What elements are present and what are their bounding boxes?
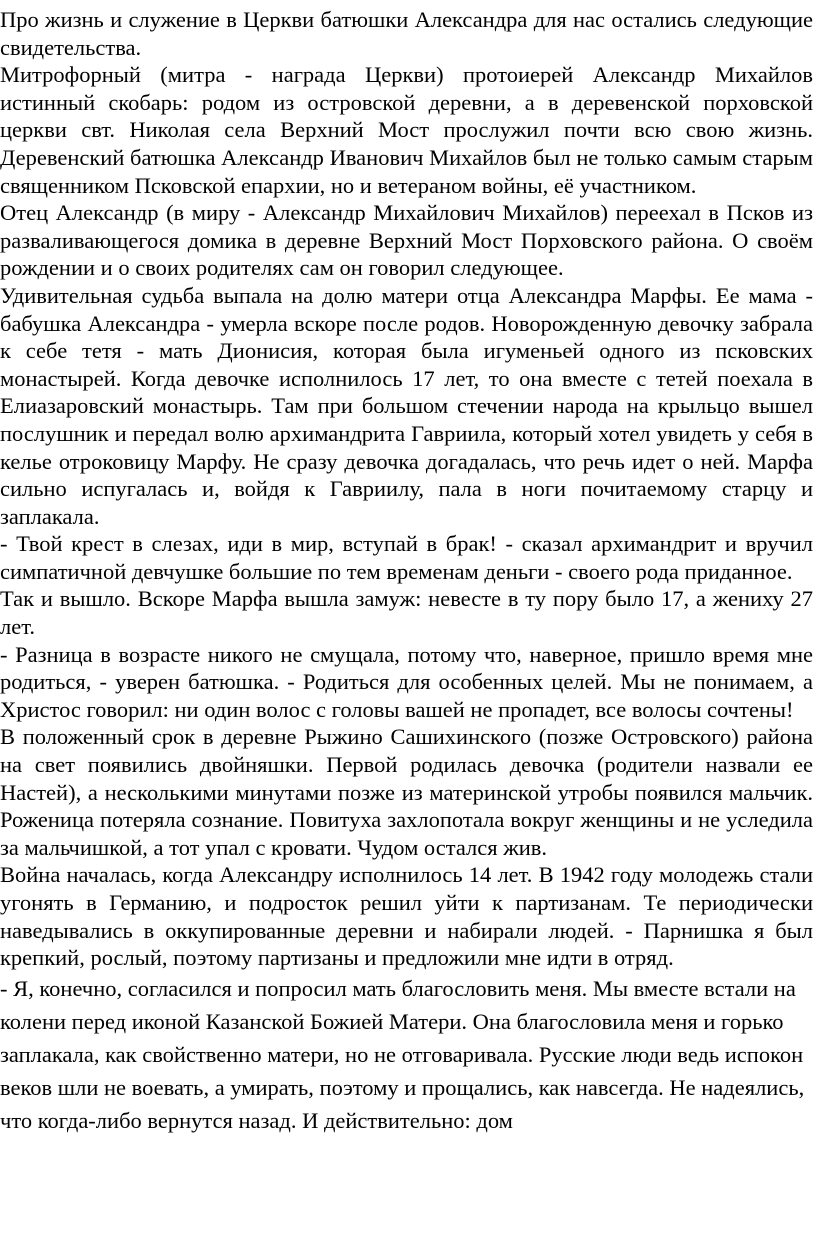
paragraph-mother-blessing: - Я, конечно, согласился и попросил мать благословить меня. Мы вместе встали на колени перед иконой Казанской Божией Матери. Она благословила меня и горько заплакала, как свойственно матери, но не отговаривала. Русские люди ведь испокон веков шли не воевать, а умирать, поэтому и прощались, как навсегда. Не надеялись, что когда-либо вернутся назад. И действительно: дом [0, 975, 805, 1133]
document-text [0, 6, 813, 1137]
paragraph-war: Война началась, когда Александру исполнилось 14 лет. В 1942 году молодежь стали угонять в Германию, и подросток решил уйти к партизанам. Те периодически наведывались в оккупированные деревни и набирали людей. - Парнишка я был крепкий, рослый, поэтому партизаны и предложили мне идти в отряд. [0, 862, 813, 971]
paragraph-intro: Про жизнь и служение в Церкви батюшки Александра для нас остались следующие свидетельства. [0, 7, 813, 60]
paragraph-biography: Митрофорный (митра - награда Церкви) протоиерей Александр Михайлов истинный скобарь: родом из островской деревни, а в деревенской порховской церкви свт. Николая села Верхний Мост прослужил почти всю свою жизнь. Деревенский батюшка Александр Иванович Михайлов был не только самым старым священником Псковской епархии, но и ветераном войны, её участником. [0, 62, 813, 198]
paragraph-marriage: Так и вышло. Вскоре Марфа вышла замуж: невесте в ту пору было 17, а жениху 27 лет. [0, 586, 813, 640]
paragraph-age-difference: - Разница в возрасте никого не смущала, потому что, наверное, пришло время мне родиться, - уверен батюшка. - Родиться для особенных целей. Мы не понимаем, а Христос говорил: ни один волос с головы вашей не пропадет, все волосы сочтены! [0, 641, 813, 722]
paragraph-relocation: Отец Александр (в миру - Александр Михайлович Михайлов) переехал в Псков из разваливающегося домика в деревне Верхний Мост Порховского района. О своём рождении и о своих родителях сам он говорил следующее. [0, 200, 813, 281]
paragraph-blessing-quote: - Твой крест в слезах, иди в мир, вступай в брак! - сказал архимандрит и вручил симпатичной девчушке большие по тем временам деньги - своего рода приданное. [0, 531, 813, 584]
paragraph-birth: В положенный срок в деревне Рыжино Сашихинского (позже Островского) района на свет появились двойняшки. Первой родилась девочка (родители назвали ее Настей), а несколькими минутами позже из материнской утробы появился мальчик. Роженица потеряла сознание. Повитуха захлопотала вокруг женщины и не уследила за мальчишкой, а тот упал с кровати. Чудом остался жив. [0, 724, 813, 860]
paragraph-mother-fate: Удивительная судьба выпала на долю матери отца Александра Марфы. Ее мама - бабушка Александра - умерла вскоре после родов. Новорожденную девочку забрала к себе тетя - мать Дионисия, которая была игуменьей одного из псковских монастырей. Когда девочке исполнилось 17 лет, то она вместе с тетей поехала в Елиазаровский монастырь. Там при большом стечении народа на крыльцо вышел послушник и передал волю архимандрита Гавриила, который хотел увидеть у себя в келье отроковицу Марфу. Не сразу девочка догадалась, что речь идет о ней. Марфа сильно испугалась и, войдя к Гавриилу, пала в ноги почитаемому старцу и заплакала. [0, 282, 813, 529]
